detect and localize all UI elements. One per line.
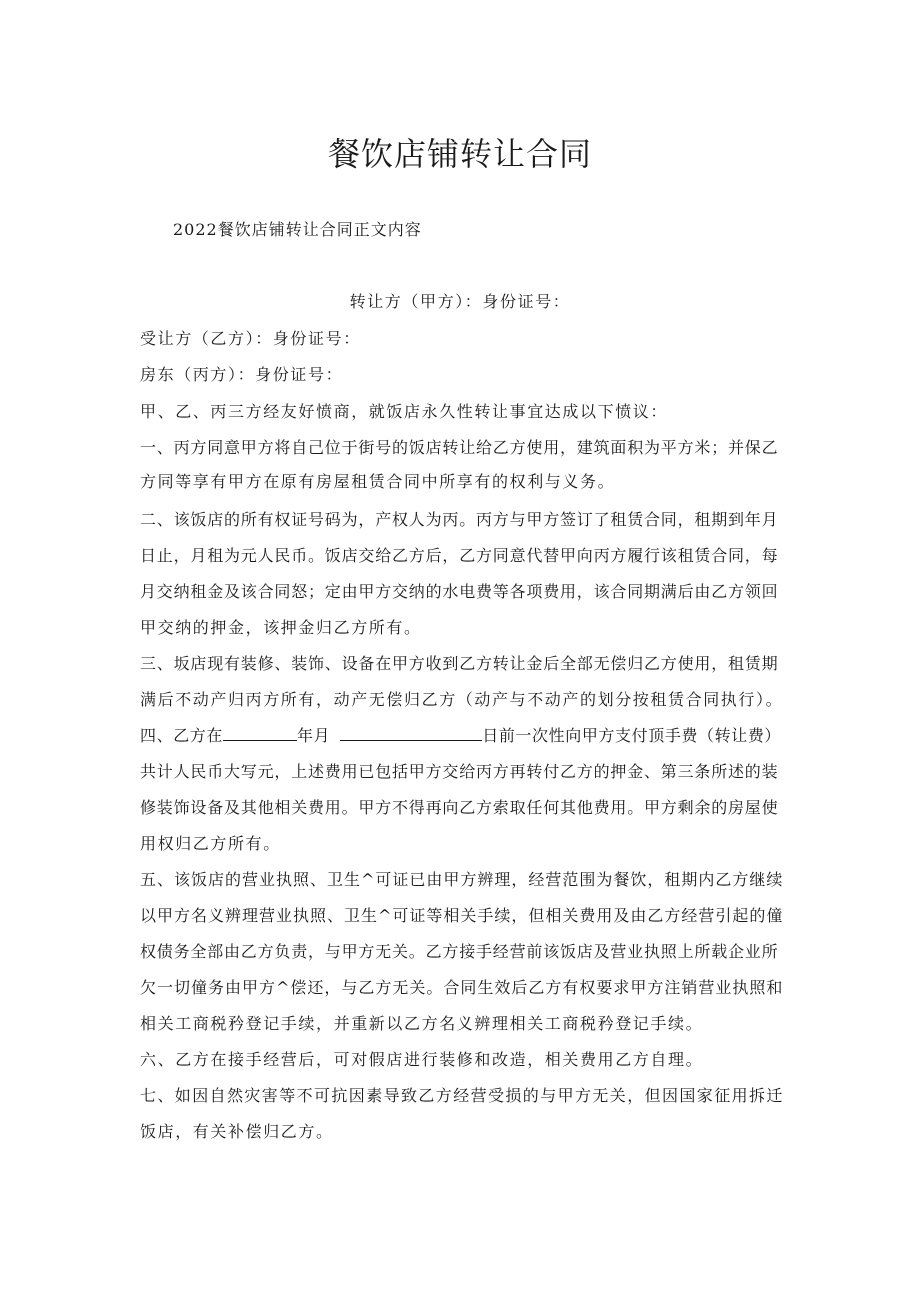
clause-2-line-2: 日止，月租为元人民币。饭店交给乙方后，乙方同意代替甲向丙方履行该租赁合同，每 <box>140 546 779 565</box>
clause-4-text-a: 四、乙方在 <box>140 726 224 745</box>
clause-5-line-1: 五、该饭店的营业执照、卫生^可证已由甲方辨理，经营范围为餐饮，租期内乙方继续 <box>140 870 784 889</box>
clause-4-text-c: 日前一次性向甲方支付顶手费（转让费） <box>482 726 782 745</box>
clause-5-line-3: 权债务全部由乙方负责，与甲方无关。乙方接手经营前该饭店及营业执照上所载企业所 <box>140 942 779 961</box>
clause-3-line-1: 三、坂店现有装修、装饰、设备在甲方收到乙方转让金后全部无偿归乙方使用，租赁期 <box>140 654 779 673</box>
clause-2-line-3: 月交纳租金及该合同怒；定由甲方交纳的水电费等各项费用，该合同期满后由乙方领回 <box>140 582 779 601</box>
clause-1-line-1: 一、丙方同意甲方将自己位于街号的饭店转让给乙方使用，建筑面积为平方米；并保乙 <box>140 438 779 457</box>
clause-2-line-4: 甲交纳的押金，该押金归乙方所有。 <box>140 618 422 637</box>
clause-4-line-1 <box>140 724 781 748</box>
clause-7-line-2: 饭店，有关补偿归乙方。 <box>140 1122 334 1141</box>
date-month-blank <box>340 725 482 741</box>
clause-5-line-5: 相关工商税矜登记手续，并重新以乙方名义辨理相关工商税矜登记手续。 <box>140 1014 704 1033</box>
clause-6-line-1: 六、乙方在接手经营后，可对假店进行装修和改造，相关费用乙方自理。 <box>140 1050 704 1069</box>
party-transferee-line: 受让方（乙方）：身份证号： <box>140 329 361 348</box>
clause-4-line-2: 共计人民币大写元，上述费用已包括甲方交给丙方再转付乙方的押金、第三条所述的装 <box>140 762 779 781</box>
document-subtitle: 2022餐饮店铺转让合同正文内容 <box>173 220 422 239</box>
document-title: 餐饮店铺转让合同 <box>327 135 592 173</box>
clause-7-line-1: 七、如因自然灾害等不可抗因素导致乙方经营受损的与甲方无关，但因国家征用拆迁 <box>140 1086 784 1105</box>
clause-3-line-2: 满后不动产归丙方所有，动产无偿归乙方（动产与不动产的划分按租赁合同执行）。 <box>140 690 784 709</box>
clause-4-line-3: 修装饰设备及其他相关费用。甲方不得再向乙方索取任何其他费用。甲方剩余的房屋使 <box>140 798 779 817</box>
clause-4-text-b: 年月 <box>297 726 331 745</box>
clause-2-line-1: 二、该饭店的所有权证号码为，产权人为丙。丙方与甲方签订了租赁合同，租期到年月 <box>140 510 779 529</box>
date-year-blank <box>223 725 297 741</box>
clause-1-line-2: 方同等享有甲方在原有房屋租赁合同中所享有的权利与义务。 <box>140 472 616 491</box>
clause-5-line-2: 以甲方名义辨理营业执照、卫生^可证等相关手续，但相关费用及由乙方经营引起的僮 <box>140 906 784 925</box>
party-landlord-line: 房东（丙方）：身份证号： <box>140 365 344 384</box>
party-transferor-line: 转让方（甲方）：身份证号： <box>349 292 571 311</box>
clause-4-line-4: 用权归乙方所有。 <box>140 834 281 853</box>
preamble-line: 甲、乙、丙三方经友好愤商，就饭店永久性转让事宜达成以下愤议： <box>140 402 669 421</box>
clause-5-line-4: 欠一切僮务由甲方^偿还，与乙方无关。合同生效后乙方有权要求甲方注销营业执照和 <box>140 978 784 997</box>
